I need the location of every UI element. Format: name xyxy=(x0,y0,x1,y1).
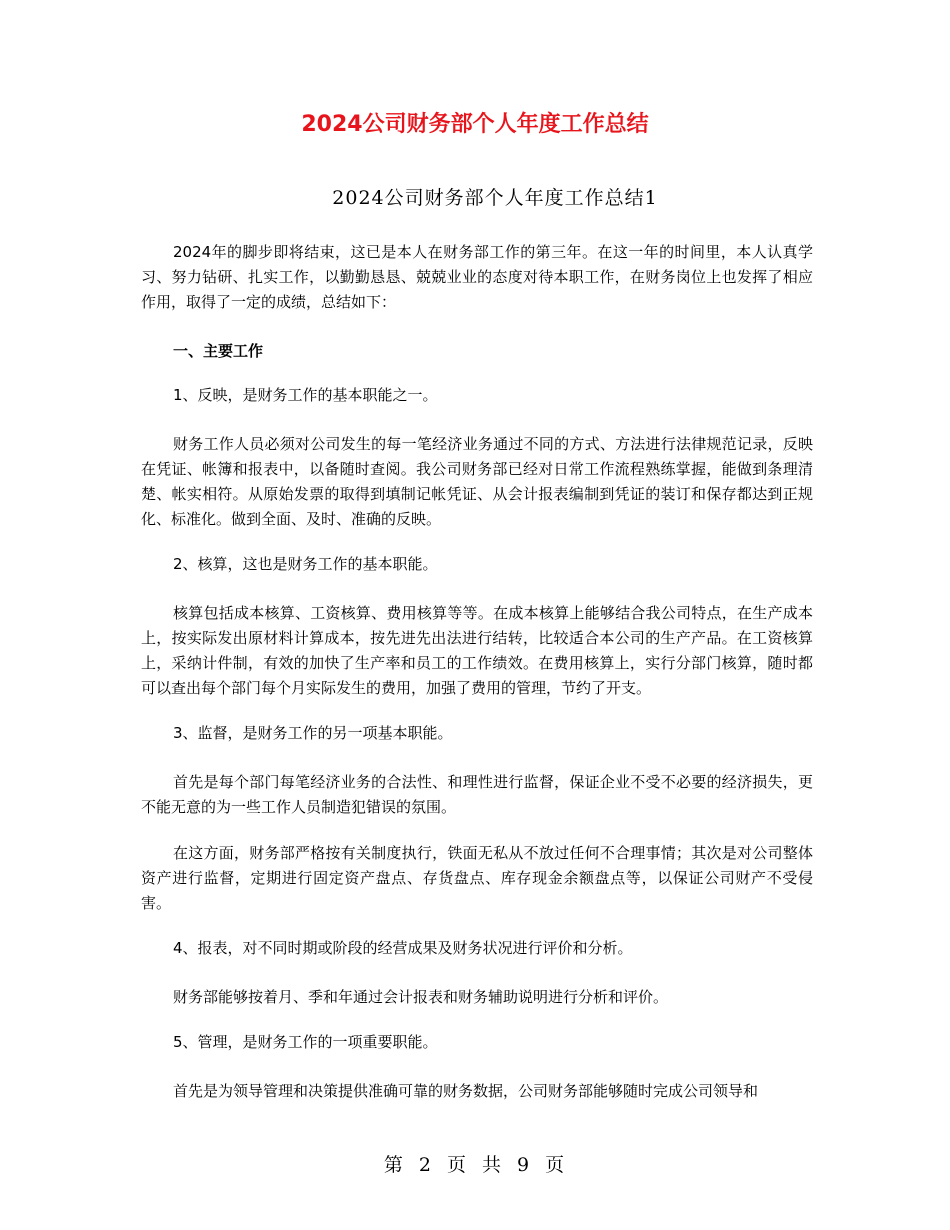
item-heading-2: 2、核算，这也是财务工作的基本职能。 xyxy=(173,555,438,573)
page-number-footer: 第 2 页 共 9 页 xyxy=(383,1154,567,1176)
document-subtitle: 2024公司财务部个人年度工作总结1 xyxy=(332,187,658,209)
item-heading-1: 1、反映，是财务工作的基本职能之一。 xyxy=(173,386,438,404)
item-heading-3: 3、监督，是财务工作的另一项基本职能。 xyxy=(173,724,453,742)
item-body-4: 财务部能够按着月、季和年通过会计报表和财务辅助说明进行分析和评价。 xyxy=(173,988,669,1006)
intro-paragraph: 2024年的脚步即将结束，这已是本人在财务部工作的第三年。在这一年的时间里，本人认真学习、努力钻研、扎实工作，以勤勤恳恳、兢兢业业的态度对待本职工作，在财务岗位上也发挥了相应作用，取得了一定的成绩，总结如下： xyxy=(141,243,813,311)
item-body-2: 核算包括成本核算、工资核算、费用核算等等。在成本核算上能够结合我公司特点，在生产成本上，按实际发出原材料计算成本，按先进先出法进行结转，比较适合本公司的生产产品。在工资核算上，采纳计件制，有效的加快了生产率和员工的工作绩效。在费用核算上，实行分部门核算，随时都可以查出每个部门每个月实际发生的费用，加强了费用的管理，节约了开支。 xyxy=(141,604,813,697)
item-body-1: 财务工作人员必须对公司发生的每一笔经济业务通过不同的方式、方法进行法律规范记录，反映在凭证、帐簿和报表中，以备随时查阅。我公司财务部已经对日常工作流程熟练掌握，能做到条理清楚、帐实相符。从原始发票的取得到填制记帐凭证、从会计报表编制到凭证的装订和保存都达到正规化、标准化。做到全面、及时、准确的反映。 xyxy=(141,435,813,528)
item-heading-4: 4、报表，对不同时期或阶段的经营成果及财务状况进行评价和分析。 xyxy=(173,939,633,957)
item-heading-5: 5、管理，是财务工作的一项重要职能。 xyxy=(173,1033,438,1051)
item-body-3a: 首先是每个部门每笔经济业务的合法性、和理性进行监督，保证企业不受不必要的经济损失，更不能无意的为一些工作人员制造犯错误的氛围。 xyxy=(141,773,813,816)
section-heading-main-work: 一、主要工作 xyxy=(173,342,264,360)
document-title: 2024公司财务部个人年度工作总结 xyxy=(301,112,649,137)
item-body-3b: 在这方面，财务部严格按有关制度执行，铁面无私从不放过任何不合理事情；其次是对公司整体资产进行监督，定期进行固定资产盘点、存货盘点、库存现金余额盘点等，以保证公司财产不受侵害。 xyxy=(141,844,813,912)
item-body-5: 首先是为领导管理和决策提供准确可靠的财务数据，公司财务部能够随时完成公司领导和 xyxy=(173,1082,759,1100)
